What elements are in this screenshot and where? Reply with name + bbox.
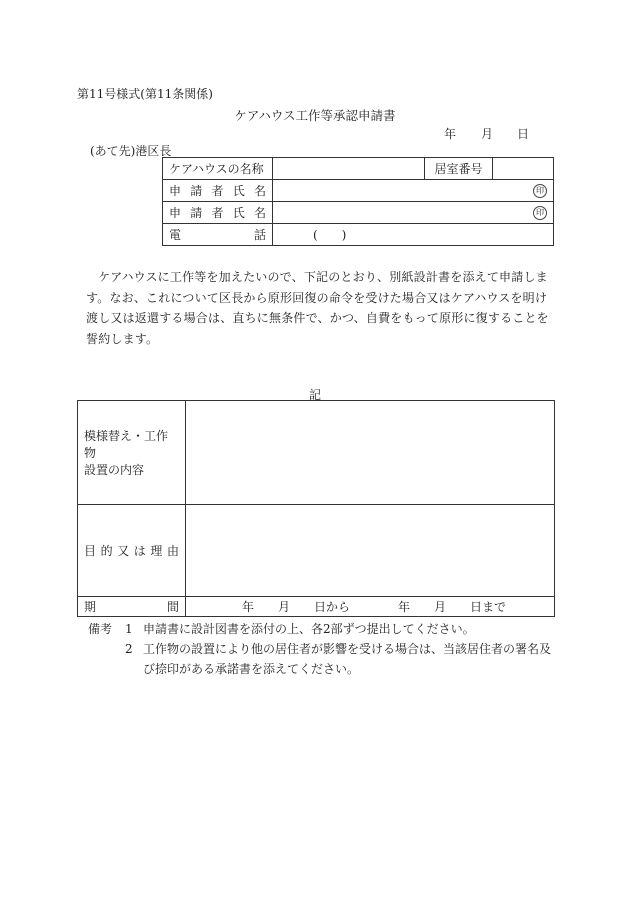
- content-field[interactable]: [186, 401, 555, 505]
- carehouse-name-label: ケアハウスの名称: [163, 158, 273, 180]
- applicant-name-field-2[interactable]: [273, 202, 554, 224]
- room-number-field[interactable]: [493, 158, 554, 180]
- notes-heading: 備考: [88, 622, 113, 636]
- phone-label: 電 話: [169, 228, 266, 242]
- application-statement: ケアハウスに工作等を加えたいので、下記のとおり、別紙設計書を添えて申請します。なお、これについて区長から原形回復の命令を受けた場合又はケアハウスを明け渡し又は返還する場合は、直ちに無条件で、かつ、自費をもって原形に復することを誓約します。: [86, 270, 549, 346]
- addressee: (あて先)港区長: [90, 144, 172, 158]
- note-item-1: [88, 619, 555, 639]
- note-number: 1: [125, 622, 133, 636]
- applicant-label-text-1: 申 請 者 氏 名: [169, 184, 266, 198]
- purpose-field[interactable]: [186, 505, 555, 597]
- content-label-line2: 設置の内容: [84, 463, 145, 477]
- note-text: 申請書に設計図書を添付の上、各2部ずつ提出してください。: [143, 622, 475, 636]
- carehouse-name-field[interactable]: [273, 158, 425, 180]
- purpose-label: 目 的 又 は 理 由: [84, 544, 179, 558]
- period-label: 期 間: [84, 600, 179, 614]
- applicant-name-field-1[interactable]: [273, 180, 554, 202]
- note-item-2: [88, 639, 555, 679]
- phone-value: ( ): [313, 228, 347, 242]
- period-label-cell: [78, 597, 186, 617]
- form-title: ケアハウス工作等承認申請書: [234, 108, 396, 123]
- period-field[interactable]: [186, 597, 555, 617]
- applicant-name-label-1: [163, 180, 273, 202]
- seal-mark-icon: 印: [533, 206, 547, 220]
- phone-label-cell: [163, 224, 273, 246]
- applicant-label-text-2: 申 請 者 氏 名: [169, 206, 266, 220]
- purpose-label-cell: [78, 505, 186, 597]
- applicant-name-label-2: [163, 202, 273, 224]
- seal-mark-icon: 印: [533, 184, 547, 198]
- phone-field[interactable]: [273, 224, 554, 246]
- period-text: 年 月 日から 年 月 日まで: [242, 600, 507, 614]
- date-day-label: 日: [517, 127, 530, 141]
- content-label: [78, 401, 186, 505]
- applicant-info-table: [162, 157, 554, 246]
- details-table: [77, 400, 555, 617]
- form-number: 第11号様式(第11条関係): [77, 87, 213, 101]
- date-year-label: 年: [444, 127, 457, 141]
- notes-section: [88, 619, 555, 679]
- ki-heading: 記: [308, 388, 321, 402]
- room-number-label: 居室番号: [425, 158, 493, 180]
- note-number: 2: [125, 642, 133, 656]
- content-label-line1: 模様替え・工作物: [84, 429, 169, 460]
- note-text: 工作物の設置により他の居住者が影響を受ける場合は、当該居住者の署名及び捺印がある承諾書を添えてください。: [143, 642, 552, 676]
- date-month-label: 月: [481, 127, 494, 141]
